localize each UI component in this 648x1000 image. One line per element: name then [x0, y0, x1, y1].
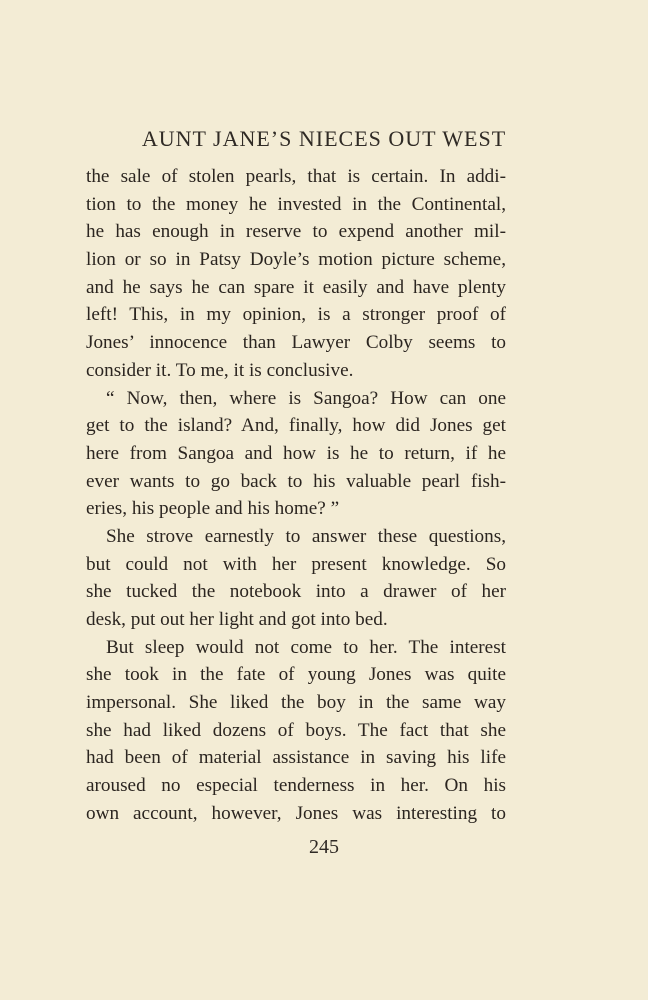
text-line: impersonal. She liked the boy in the same way [86, 692, 506, 714]
body-text [86, 163, 506, 828]
text-line: “ Now, then, where is Sangoa? How can one [106, 387, 506, 409]
text-line: she had liked dozens of boys. The fact that she [86, 719, 506, 741]
text-line: she tucked the notebook into a drawer of her [86, 581, 506, 603]
text-line: Jones’ innocence than Lawyer Colby seems to [86, 332, 506, 354]
text-line: she took in the fate of young Jones was quite [86, 664, 506, 686]
text-line: She strove earnestly to answer these questions, [106, 525, 506, 547]
text-line: desk, put out her light and got into bed. [86, 609, 388, 630]
text-line: lion or so in Patsy Doyle’s motion picture scheme, [86, 249, 506, 271]
text-line: aroused no especial tenderness in her. On his [86, 775, 506, 797]
text-line: own account, however, Jones was interesting to [86, 802, 506, 824]
text-line: here from Sangoa and how is he to return, if he [86, 442, 506, 464]
text-line: tion to the money he invested in the Continental, [86, 193, 506, 215]
text-line: he has enough in reserve to expend another mil- [86, 221, 506, 243]
text-line: consider it. To me, it is conclusive. [86, 359, 354, 381]
page-number: 245 [309, 836, 339, 858]
text-line: get to the island? And, finally, how did Jones get [86, 415, 506, 437]
text-line: eries, his people and his home? ” [86, 498, 340, 520]
text-line: ever wants to go back to his valuable pearl fish- [86, 470, 506, 492]
running-head: AUNT JANE’S NIECES OUT WEST [141, 126, 507, 151]
text-line: But sleep would not come to her. The interest [106, 636, 506, 658]
text-line: had been of material assistance in saving his life [86, 747, 506, 769]
text-line: the sale of stolen pearls, that is certain. In addi- [86, 166, 506, 187]
text-line: but could not with her present knowledge. So [86, 553, 506, 575]
text-line: and he says he can spare it easily and have plenty [86, 276, 506, 298]
text-line: left! This, in my opinion, is a stronger proof of [86, 304, 506, 326]
